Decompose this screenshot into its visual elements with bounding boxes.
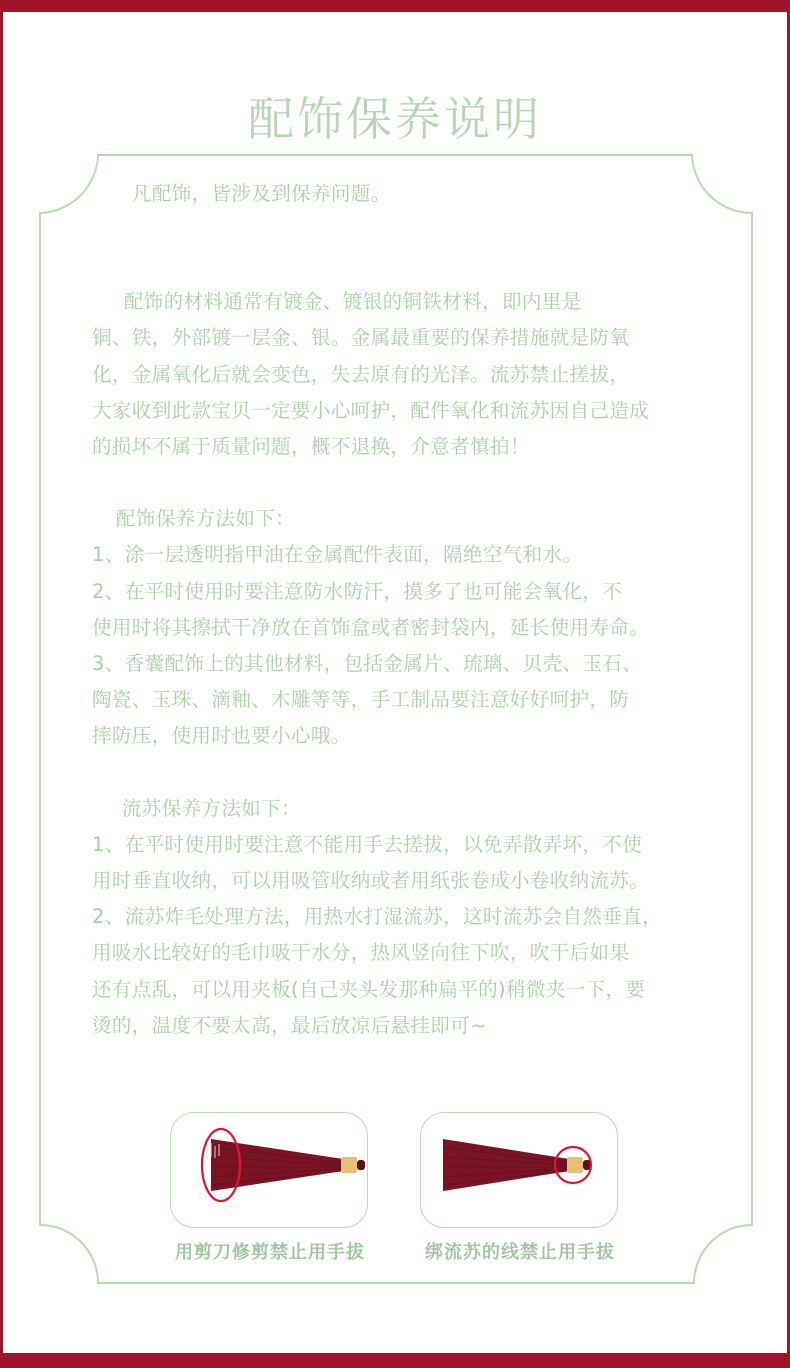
material-section [92, 284, 732, 465]
illustration-card-trim [170, 1112, 368, 1228]
text-line: 铜、铁，外部镀一层金、银。金属最重要的保养措施就是防氧 [92, 326, 630, 350]
care-instructions [92, 176, 732, 1044]
text-line: 1、涂一层透明指甲油在金属配件表面，隔绝空气和水。 [92, 543, 583, 567]
text-line: 2、在平时使用时要注意防水防汗，摸多了也可能会氧化，不 [92, 579, 623, 603]
text-line: 用吸水比较好的毛巾吸干水分，热风竖向往下吹，吹干后如果 [92, 941, 630, 965]
text-line: 的损坏不属于质量问题，概不退换，介意者慎拍！ [92, 435, 530, 459]
illustration-card-binding [420, 1112, 618, 1228]
text-line: 化，金属氧化后就会变色，失去原有的光泽。流苏禁止搓拔， [92, 362, 630, 386]
intro-line: 凡配饰，皆涉及到保养问题。 [112, 182, 391, 205]
section-heading: 配饰保养方法如下： [96, 507, 296, 531]
accessory-care-section [92, 501, 732, 754]
text-line: 烫的，温度不要太高，最后放凉后悬挂即可~ [92, 1013, 487, 1037]
section-heading: 流苏保养方法如下： [102, 796, 302, 820]
text-line: 大家收到此款宝贝一定要小心呵护，配件氧化和流苏因自己造成 [92, 398, 650, 422]
caption-trim: 用剪刀修剪禁止用手拔 [175, 1242, 365, 1263]
text-line: 摔防压，使用时也要小心哦。 [92, 724, 351, 748]
text-line: 用时垂直收纳，可以用吸管收纳或者用纸张卷成小卷收纳流苏。 [92, 869, 650, 893]
tassel-care-section [92, 791, 732, 1044]
text-line: 配饰的材料通常有镀金、镀银的铜铁材料，即内里是 [104, 290, 582, 314]
bottom-red-band [0, 1353, 790, 1368]
text-line: 还有点乱，可以用夹板(自己夹头发那种扁平的)稍微夹一下，要 [92, 977, 646, 1001]
caption-binding: 绑流苏的线禁止用手拔 [425, 1242, 615, 1263]
page-title: 配饰保养说明 [248, 91, 542, 146]
text-line: 陶瓷、玉珠、滴釉、木雕等等，手工制品要注意好好呵护，防 [92, 688, 630, 712]
text-line: 使用时将其擦拭干净放在首饰盒或者密封袋内，延长使用寿命。 [92, 615, 650, 639]
text-line: 1、在平时使用时要注意不能用手去搓拔，以免弄散弄坏，不使 [92, 832, 643, 856]
text-line: 2、流苏炸毛处理方法，用热水打湿流苏，这时流苏会自然垂直， [92, 905, 663, 929]
text-line: 3、香囊配饰上的其他材料，包括金属片、琉璃、贝壳、玉石、 [92, 652, 643, 676]
tassel-binding-thread-icon [421, 1113, 617, 1227]
tassel-trim-end-icon [171, 1113, 367, 1227]
